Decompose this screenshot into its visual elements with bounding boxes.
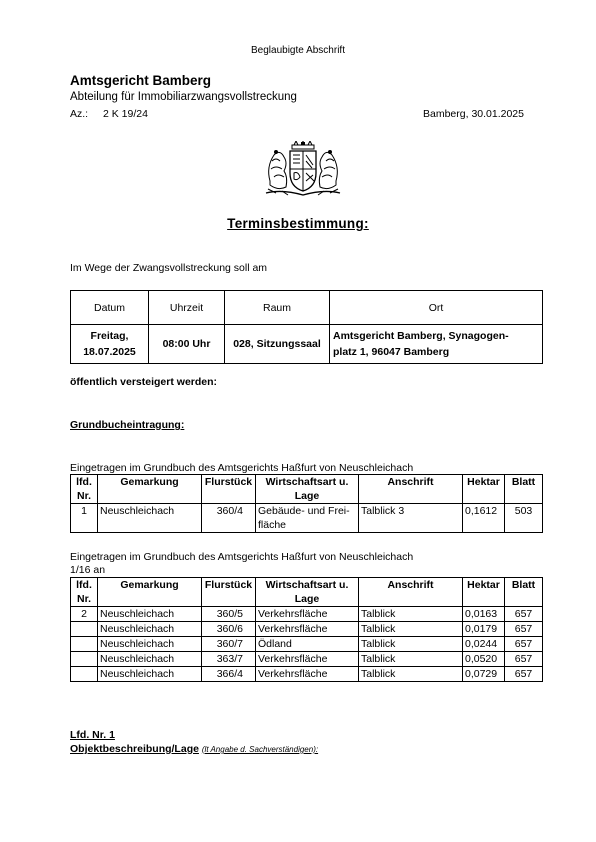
cell-gemarkung: Neuschleichach xyxy=(98,607,202,622)
header-lfd: lfd. xyxy=(76,579,92,591)
header-datum: Datum xyxy=(71,291,149,325)
table-row xyxy=(71,652,543,667)
table-row xyxy=(71,637,543,652)
court-department: Abteilung für Immobiliarzwangsvollstreckung xyxy=(70,91,297,103)
cell-blatt: 657 xyxy=(505,622,543,637)
cell-gemarkung: Neuschleichach xyxy=(98,622,202,637)
cell-blatt: 503 xyxy=(505,504,543,533)
cell-anschrift: Talblick 3 xyxy=(359,504,463,533)
header-ort: Ort xyxy=(330,291,543,325)
header-flurstueck: Flurstück xyxy=(202,578,256,607)
lfd-nr-heading: Lfd. Nr. 1 xyxy=(70,729,115,741)
document-title: Terminsbestimmung: xyxy=(227,216,369,231)
cell-wirtschaftsart: Verkehrsfläche xyxy=(256,652,359,667)
header-nr: Nr. xyxy=(76,593,91,605)
cell-anschrift: Talblick xyxy=(359,667,463,682)
header-flurstueck: Flurstück xyxy=(202,475,256,504)
header-gemarkung: Gemarkung xyxy=(98,578,202,607)
cell-hektar: 0,0179 xyxy=(463,622,505,637)
object-description-heading xyxy=(70,743,318,755)
header-wirtschaft-line-2: Lage xyxy=(294,593,320,605)
appointment-time: 08:00 Uhr xyxy=(149,325,225,364)
land-register-table-1 xyxy=(70,474,543,533)
cell-flurstueck: 363/7 xyxy=(202,652,256,667)
cell-anschrift: Talblick xyxy=(359,622,463,637)
cell-blatt: 657 xyxy=(505,637,543,652)
object-heading-text: Objektbeschreibung/Lage xyxy=(70,743,199,755)
header-uhrzeit: Uhrzeit xyxy=(149,291,225,325)
bavarian-coat-of-arms-icon xyxy=(262,141,344,197)
land-register-entry-1-text: Eingetragen im Grundbuch des Amtsgerichts Haßfurt von Neuschleichach xyxy=(70,462,414,474)
cell-anschrift: Talblick xyxy=(359,652,463,667)
cell-wirtschaftsart: Verkehrsfläche xyxy=(256,622,359,637)
header-wirtschaftsart xyxy=(256,475,359,504)
table-row xyxy=(71,325,543,364)
header-hektar: Hektar xyxy=(463,475,505,504)
table-row xyxy=(71,667,543,682)
header-wirtschaft-line-2: Lage xyxy=(294,490,320,502)
header-hektar: Hektar xyxy=(463,578,505,607)
land-register-heading: Grundbucheintragung: xyxy=(70,419,185,431)
header-blatt: Blatt xyxy=(505,578,543,607)
cell-hektar: 0,0729 xyxy=(463,667,505,682)
court-name: Amtsgericht Bamberg xyxy=(70,73,212,88)
cell-anschrift: Talblick xyxy=(359,607,463,622)
cell-hektar: 0,0163 xyxy=(463,607,505,622)
table-header-row xyxy=(71,291,543,325)
cell-flurstueck: 360/5 xyxy=(202,607,256,622)
cell-wirtschaftsart: Verkehrsfläche xyxy=(256,607,359,622)
auction-statement: öffentlich versteigert werden: xyxy=(70,376,218,388)
cell-nr xyxy=(71,622,98,637)
appointment-date xyxy=(71,325,149,364)
cell-wirtschaft-line-1: Gebäude- und Frei- xyxy=(258,505,350,517)
cell-blatt: 657 xyxy=(505,607,543,622)
cell-flurstueck: 360/7 xyxy=(202,637,256,652)
land-register-entry-2-text xyxy=(70,551,413,577)
file-reference xyxy=(70,108,148,120)
file-reference-label: Az.: xyxy=(70,108,89,120)
place-and-date: Bamberg, 30.01.2025 xyxy=(423,108,524,120)
object-heading-note: (lt Angabe d. Sachverständigen): xyxy=(201,745,319,754)
land-register-table-2 xyxy=(70,577,543,682)
cell-gemarkung: Neuschleichach xyxy=(98,667,202,682)
table-row xyxy=(71,622,543,637)
cell-wirtschaftsart: Ödland xyxy=(256,637,359,652)
cell-wirtschaftsart: Verkehrsfläche xyxy=(256,667,359,682)
appointment-table xyxy=(70,290,543,364)
place-line-2: platz 1, 96047 Bamberg xyxy=(333,346,450,358)
place-line-1: Amtsgericht Bamberg, Synagogen- xyxy=(333,330,509,342)
entry-2-line-2: 1/16 an xyxy=(70,564,106,576)
date-value: 18.07.2025 xyxy=(83,346,136,358)
table-row xyxy=(71,504,543,533)
cell-nr: 1 xyxy=(71,504,98,533)
header-blatt: Blatt xyxy=(505,475,543,504)
header-wirtschaft-line-1: Wirtschaftsart u. xyxy=(265,579,349,591)
cell-flurstueck: 360/4 xyxy=(202,504,256,533)
header-lfd: lfd. xyxy=(76,476,92,488)
header-raum: Raum xyxy=(225,291,330,325)
date-weekday: Freitag, xyxy=(90,330,129,342)
appointment-room: 028, Sitzungssaal xyxy=(225,325,330,364)
header-lfd-nr xyxy=(71,475,98,504)
header-nr: Nr. xyxy=(76,490,91,502)
cell-wirtschaft-line-2: fläche xyxy=(258,519,287,531)
table-row xyxy=(71,607,543,622)
cell-nr xyxy=(71,637,98,652)
appointment-place xyxy=(330,325,543,364)
cell-nr xyxy=(71,667,98,682)
table-header-row xyxy=(71,475,543,504)
cell-gemarkung: Neuschleichach xyxy=(98,504,202,533)
cell-hektar: 0,1612 xyxy=(463,504,505,533)
entry-2-line-1: Eingetragen im Grundbuch des Amtsgerichts Haßfurt von Neuschleichach xyxy=(70,551,414,563)
cell-hektar: 0,0244 xyxy=(463,637,505,652)
header-anschrift: Anschrift xyxy=(359,475,463,504)
header-wirtschaft-line-1: Wirtschaftsart u. xyxy=(265,476,349,488)
file-reference-value: 2 K 19/24 xyxy=(103,108,148,120)
cell-flurstueck: 366/4 xyxy=(202,667,256,682)
cell-flurstueck: 360/6 xyxy=(202,622,256,637)
header-gemarkung: Gemarkung xyxy=(98,475,202,504)
cell-gemarkung: Neuschleichach xyxy=(98,637,202,652)
table-header-row xyxy=(71,578,543,607)
cell-nr: 2 xyxy=(71,607,98,622)
cell-anschrift: Talblick xyxy=(359,637,463,652)
certified-copy-label: Beglaubigte Abschrift xyxy=(251,45,345,56)
cell-blatt: 657 xyxy=(505,667,543,682)
intro-text: Im Wege der Zwangsvollstreckung soll am xyxy=(70,262,268,274)
header-anschrift: Anschrift xyxy=(359,578,463,607)
cell-blatt: 657 xyxy=(505,652,543,667)
cell-gemarkung: Neuschleichach xyxy=(98,652,202,667)
cell-nr xyxy=(71,652,98,667)
cell-hektar: 0,0520 xyxy=(463,652,505,667)
cell-wirtschaftsart xyxy=(256,504,359,533)
header-wirtschaftsart xyxy=(256,578,359,607)
header-lfd-nr xyxy=(71,578,98,607)
